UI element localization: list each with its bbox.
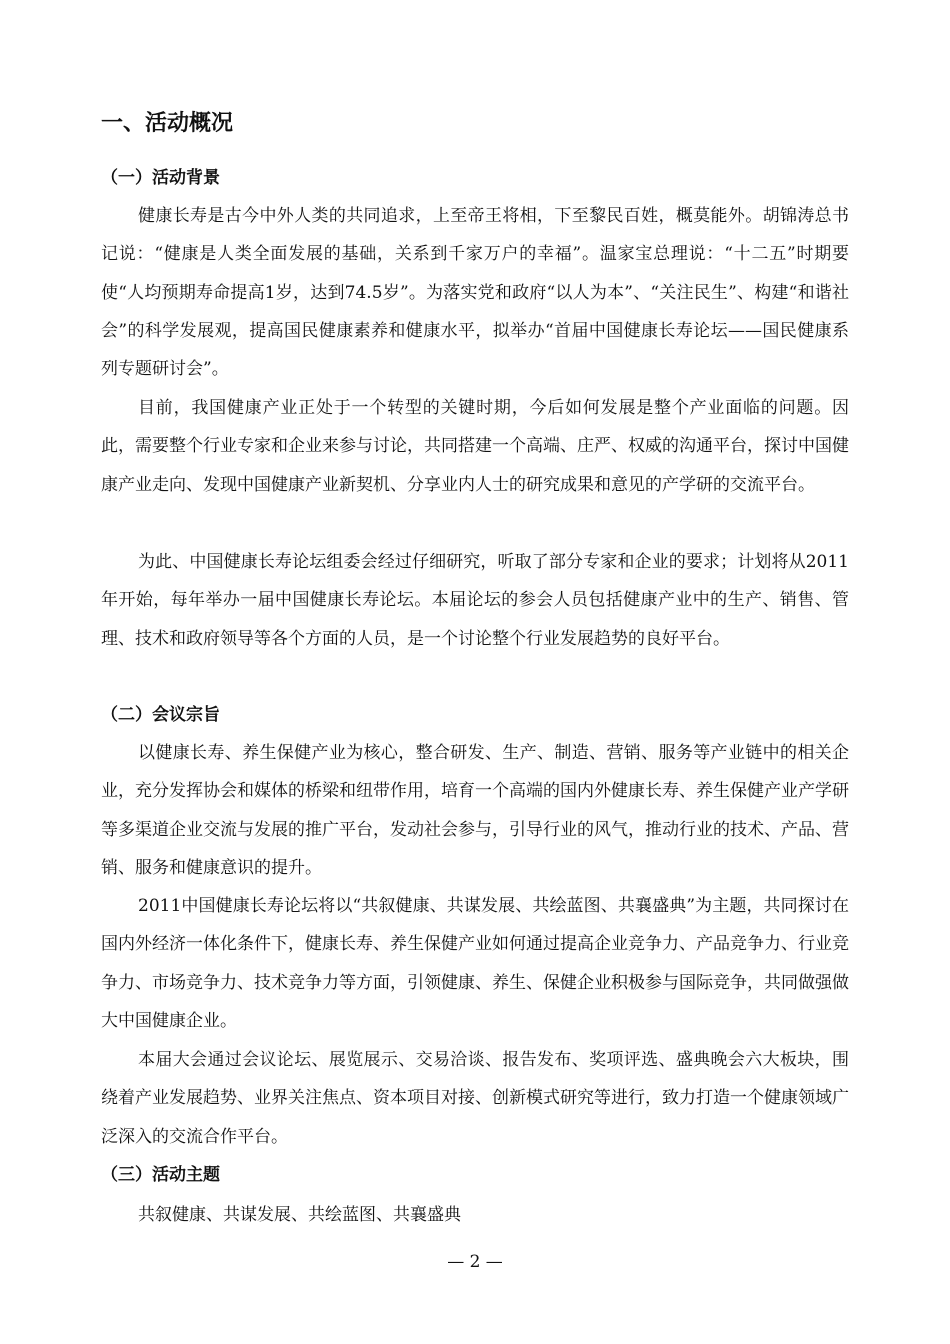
section-title: 一、活动概况 — [101, 111, 234, 136]
page-number: — 2 — — [447, 1252, 503, 1272]
subsection-title-background: （一）活动背景 — [101, 168, 220, 188]
paragraph-background-2: 目前，我国健康产业正处于一个转型的关键时期，今后如何发展是整个产业面临的问题。因此，需要整个行业专家和企业来参与讨论，共同搭建一个高端、庄严、权威的沟通平台，探讨中国健康产业走向、发现中国健康产业新契机、分享业内人士的研究成果和意见的产学研的交流平台。 — [101, 398, 849, 495]
paragraph-background-1: 健康长寿是古今中外人类的共同追求，上至帝王将相，下至黎民百姓，概莫能外。胡锦涛总书记说：“健康是人类全面发展的基础，关系到千家万户的幸福”。温家宝总理说：“十二五”时期要使“人均预期寿命提高1岁，达到74.5岁”。为落实党和政府“以人为本”、“关注民生”、构建“和谐社会”的科学发展观，提高国民健康素养和健康水平，拟举办“首届中国健康长寿论坛——国民健康系列专题研讨会”。 — [101, 206, 849, 380]
subsection-title-purpose: （二）会议宗旨 — [101, 705, 220, 725]
subsection-title-theme: （三）活动主题 — [101, 1165, 220, 1185]
theme-text: 共叙健康、共谋发展、共绘蓝图、共襄盛典 — [138, 1205, 461, 1225]
paragraph-purpose-1: 以健康长寿、养生保健产业为核心，整合研发、生产、制造、营销、服务等产业链中的相关企业，充分发挥协会和媒体的桥梁和纽带作用，培育一个高端的国内外健康长寿、养生保健产业产学研等多渠道企业交流与发展的推广平台，发动社会参与，引导行业的风气，推动行业的技术、产品、营销、服务和健康意识的提升。 — [101, 743, 849, 878]
paragraph-purpose-3: 本届大会通过会议论坛、展览展示、交易洽谈、报告发布、奖项评选、盛典晚会六大板块，围绕着产业发展趋势、业界关注焦点、资本项目对接、创新模式研究等进行，致力打造一个健康领域广泛深入的交流合作平台。 — [101, 1050, 849, 1147]
paragraph-background-3: 为此、中国健康长寿论坛组委会经过仔细研究，听取了部分专家和企业的要求；计划将从2011年开始，每年举办一届中国健康长寿论坛。本届论坛的参会人员包括健康产业中的生产、销售、管理、技术和政府领导等各个方面的人员，是一个讨论整个行业发展趋势的良好平台。 — [101, 552, 849, 649]
paragraph-purpose-2: 2011中国健康长寿论坛将以“共叙健康、共谋发展、共绘蓝图、共襄盛典”为主题，共同探讨在国内外经济一体化条件下，健康长寿、养生保健产业如何通过提高企业竞争力、产品竞争力、行业竞争力、市场竞争力、技术竞争力等方面，引领健康、养生、保健企业积极参与国际竞争，共同做强做大中国健康企业。 — [101, 896, 849, 1031]
